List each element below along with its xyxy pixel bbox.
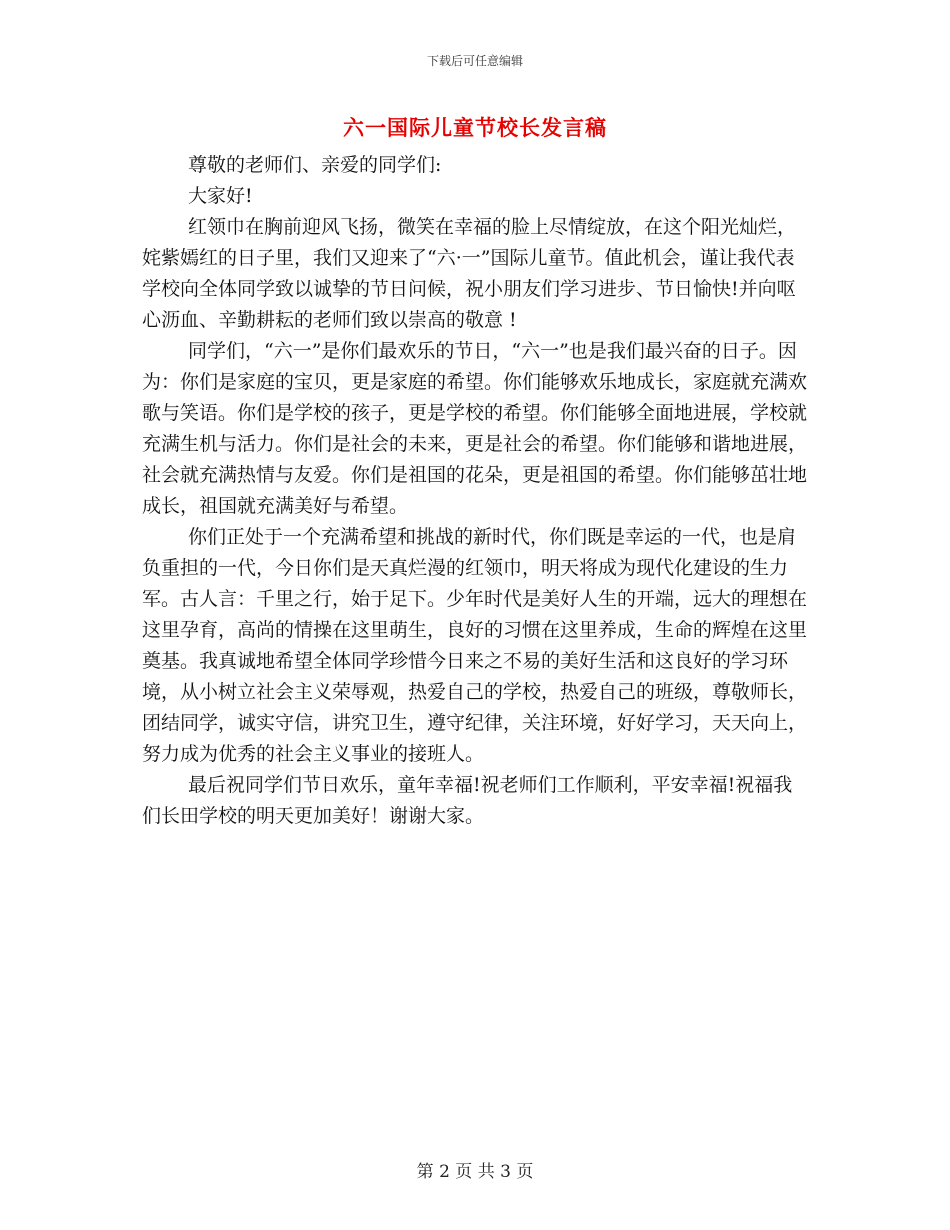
salutation: 尊敬的老师们、亲爱的同学们:: [188, 154, 442, 176]
page-header: 下载后可任意编辑: [426, 54, 523, 68]
paragraph-4: 最后祝同学们节日欢乐，童年幸福!祝老师们工作顺利，平安幸福!祝福我们长田学校的明天更加美好！谢谢大家。: [142, 774, 793, 827]
document-body: [142, 150, 808, 832]
page-footer: 第 2 页 共 3 页: [416, 1162, 534, 1182]
document-title: 六一国际儿童节校长发言稿: [343, 116, 607, 140]
greeting: 大家好!: [188, 185, 253, 207]
paragraph-3: 你们正处于一个充满希望和挑战的新时代，你们既是幸运的一代，也是肩负重担的一代，今日你们是天真烂漫的红领巾，明天将成为现代化建设的生力军。古人言：千里之行，始于足下。少年时代是美好人生的开端，远大的理想在这里孕育，高尚的情操在这里萌生，良好的习惯在这里养成，生命的辉煌在这里奠基。我真诚地希望全体同学珍惜今日来之不易的美好生活和这良好的学习环境，从小树立社会主义荣辱观，热爱自己的学校，热爱自己的班级，尊敬师长，团结同学，诚实守信，讲究卫生，遵守纪律，关注环境，好好学习，天天向上，努力成为优秀的社会主义事业的接班人。: [142, 526, 808, 765]
paragraph-1: 红领巾在胸前迎风飞扬，微笑在幸福的脸上尽情绽放，在这个阳光灿烂，姹紫嫣红的日子里，我们又迎来了“六·一”国际儿童节。值此机会，谨让我代表学校向全体同学致以诚挚的节日问候，祝小朋友们学习进步、节日愉快!并向呕心沥血、辛勤耕耘的老师们致以崇高的敬意 !: [142, 216, 797, 331]
paragraph-2: 同学们，“六一”是你们最欢乐的节日，“六一”也是我们最兴奋的日子。因为：你们是家庭的宝贝，更是家庭的希望。你们能够欢乐地成长，家庭就充满欢歌与笑语。你们是学校的孩子，更是学校的希望。你们能够全面地进展，学校就充满生机与活力。你们是社会的未来，更是社会的希望。你们能够和谐地进展，社会就充满热情与友爱。你们是祖国的花朵，更是祖国的希望。你们能够茁壮地成长，祖国就充满美好与希望。: [142, 340, 808, 517]
